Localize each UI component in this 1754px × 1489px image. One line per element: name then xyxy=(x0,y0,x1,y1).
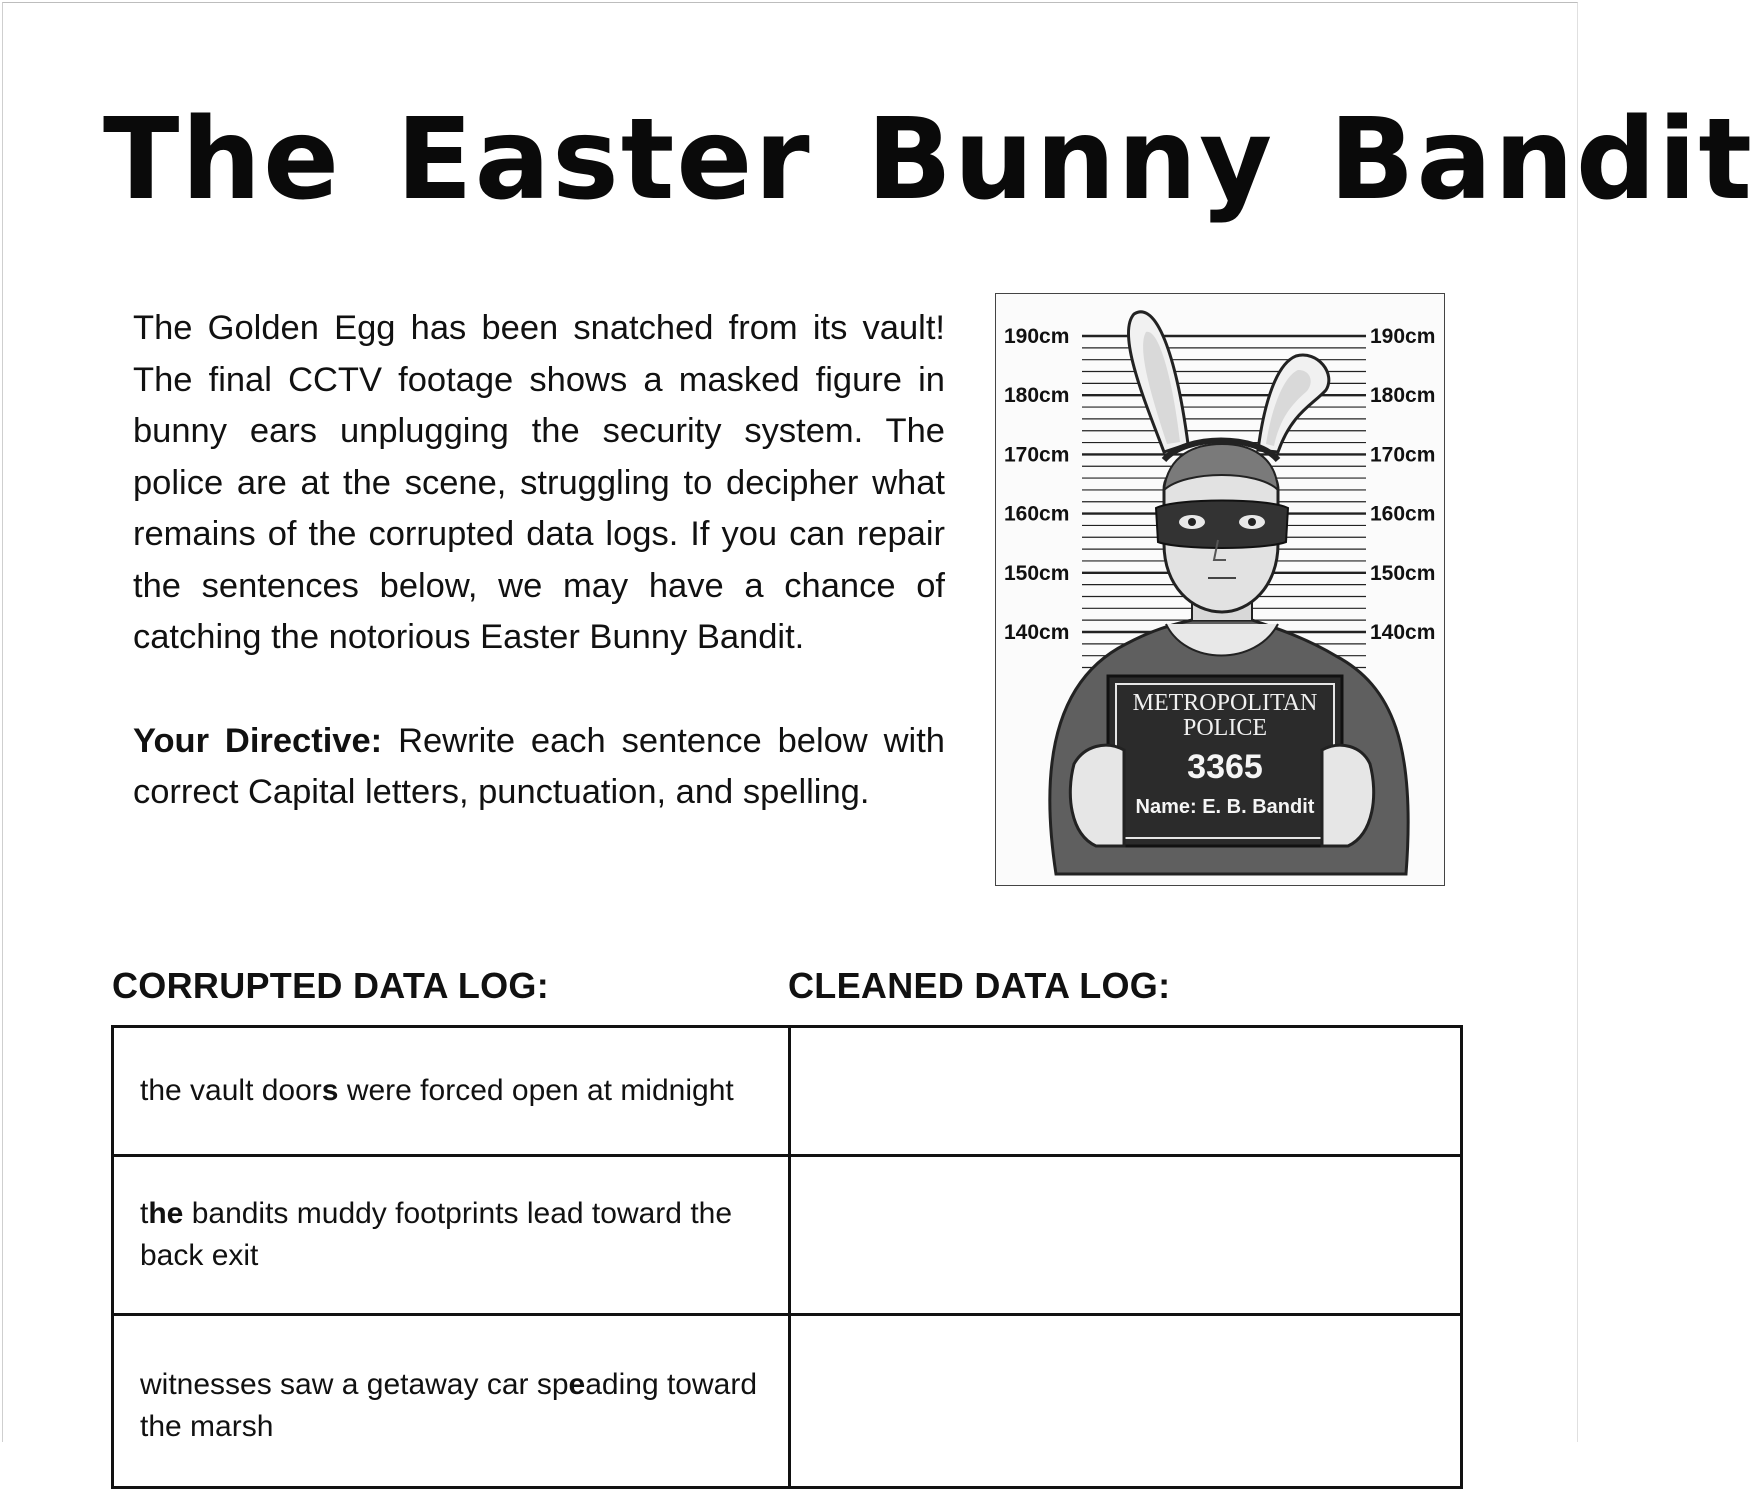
height-label-right: 180cm xyxy=(1370,384,1436,408)
intro-text-block xyxy=(133,303,945,819)
cleaned-answer-cell-1[interactable] xyxy=(790,1027,1462,1156)
directive-paragraph xyxy=(133,716,945,819)
left-hand xyxy=(1070,745,1124,846)
sign-number: 3365 xyxy=(1187,748,1263,786)
height-label-left: 180cm xyxy=(1004,384,1070,408)
data-log-table xyxy=(111,1025,1463,1489)
sign-line2: POLICE xyxy=(1183,715,1267,741)
corrupted-log-header: CORRUPTED DATA LOG: xyxy=(112,965,549,1006)
bandit-mask-icon xyxy=(1156,501,1288,549)
cleaned-log-header: CLEANED DATA LOG: xyxy=(788,965,1171,1006)
intro-paragraph: The Golden Egg has been snatched from its vault! The final CCTV footage shows a masked figure in bunny ears unplugging the security system. The police are at the scene, struggling to decipher what remains of the corrupted data logs. If you can repair the sentences below, we may have a chance of catching the notorious Easter Bunny Bandit. xyxy=(133,309,945,656)
height-label-right: 190cm xyxy=(1370,325,1436,348)
table-row xyxy=(113,1156,1462,1315)
height-label-left: 140cm xyxy=(1004,621,1070,644)
cleaned-answer-cell-3[interactable] xyxy=(790,1315,1462,1488)
sign-name: Name: E. B. Bandit xyxy=(1135,796,1315,818)
height-label-right: 160cm xyxy=(1370,502,1436,526)
corrupted-sentence-1: the vault doors were forced open at midnight xyxy=(113,1027,790,1156)
height-label-left: 150cm xyxy=(1004,561,1070,585)
sign-line1: METROPOLITAN xyxy=(1132,690,1318,716)
height-label-right: 140cm xyxy=(1370,621,1436,644)
mugshot-illustration xyxy=(995,293,1445,886)
worksheet-page xyxy=(2,2,1754,1443)
table-row xyxy=(113,1027,1462,1156)
height-label-left: 190cm xyxy=(1004,325,1070,348)
corrupted-sentence-2: the bandits muddy footprints lead toward the back exit xyxy=(113,1156,790,1315)
right-hand xyxy=(1322,745,1374,846)
height-label-right: 170cm xyxy=(1370,443,1436,467)
corrupted-sentence-3: witnesses saw a getaway car speading toward the marsh xyxy=(113,1315,790,1488)
height-label-right: 150cm xyxy=(1370,561,1436,585)
directive-label: Your Directive: xyxy=(133,721,383,760)
police-sign-board xyxy=(1108,676,1342,846)
table-row xyxy=(113,1315,1462,1488)
height-label-left: 160cm xyxy=(1004,502,1070,526)
height-label-left: 170cm xyxy=(1004,443,1070,467)
worksheet-title: The Easter Bunny Bandit xyxy=(103,95,1754,225)
cleaned-answer-cell-2[interactable] xyxy=(790,1156,1462,1315)
directive-text: Rewrite each sentence below with correct Capital letters, punctuation, and spelling. xyxy=(133,721,945,811)
